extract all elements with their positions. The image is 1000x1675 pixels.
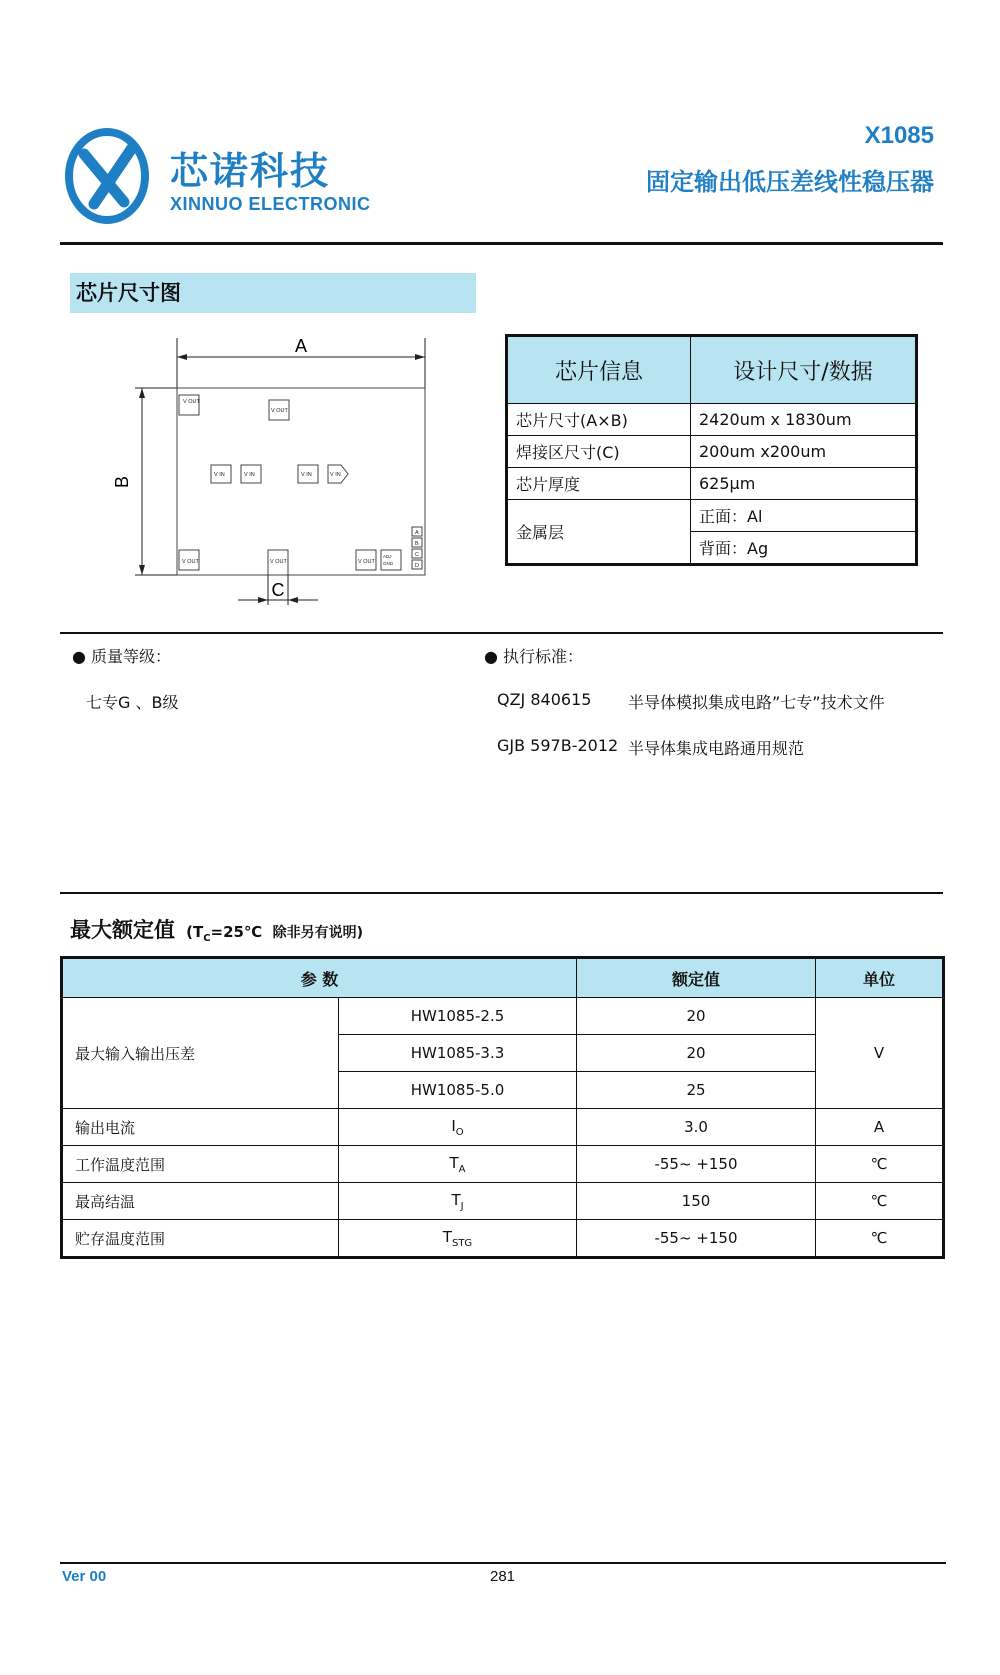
pad-letter-b: B	[415, 541, 419, 547]
header-divider	[60, 242, 943, 245]
unit-cell: ℃	[816, 1146, 944, 1183]
row-label: 芯片厚度	[507, 468, 691, 500]
logo-mark-icon	[64, 124, 150, 226]
row-label: 芯片尺寸(A×B)	[507, 404, 691, 436]
symbol-cell: $T_J$	[339, 1183, 577, 1220]
chip-diagram	[110, 330, 450, 610]
pad-vin-3: V IN	[301, 472, 312, 478]
standards-title: ● 执行标准：	[484, 647, 584, 666]
param-label: 工作温度范围	[62, 1146, 339, 1183]
standard-code: GJB 597B-2012	[497, 736, 619, 755]
unit-cell: ℃	[816, 1183, 944, 1220]
param-label: 最高结温	[62, 1183, 339, 1220]
dim-a-label: A	[294, 336, 308, 356]
company-name-en: XINNUO ELECTRONIC	[170, 194, 371, 214]
param-header: 参 数	[62, 958, 577, 998]
page-number: 281	[490, 1568, 516, 1585]
quality-grade-title: ● 质量等级：	[72, 647, 172, 666]
chip-info-header: 芯片信息	[507, 336, 691, 404]
logo	[64, 124, 150, 226]
model-cell: HW1085-5.0	[339, 1072, 577, 1109]
pad-vout-3: V OUT	[182, 559, 199, 565]
chip-info-table	[505, 334, 918, 566]
value-cell: 3.0	[577, 1109, 816, 1146]
unit-cell: ℃	[816, 1220, 944, 1258]
section-divider	[60, 632, 943, 634]
dim-c-label: C	[271, 580, 285, 600]
pad-adj: ADJ	[383, 554, 392, 559]
rated-header: 额定值	[577, 958, 816, 998]
pad-vout-4: V OUT	[270, 559, 287, 565]
metal-layer-label: 金属层	[507, 500, 691, 565]
pad-vin-1: V IN	[214, 472, 225, 478]
product-subtitle: 固定输出低压差线性稳压器	[646, 168, 934, 196]
param-label: 贮存温度范围	[62, 1220, 339, 1258]
unit-header: 单位	[816, 958, 944, 998]
value-cell: 25	[577, 1072, 816, 1109]
value-cell: -55~ +150	[577, 1220, 816, 1258]
symbol-cell: $T_A$	[339, 1146, 577, 1183]
model-cell: HW1085-3.3	[339, 1035, 577, 1072]
part-number: X1085	[864, 122, 934, 149]
metal-front-value: 正面：Al	[691, 500, 917, 532]
param-label: 输出电流	[62, 1109, 339, 1146]
section-divider	[60, 892, 943, 894]
value-cell: 20	[577, 998, 816, 1035]
symbol-cell: $I_O$	[339, 1109, 577, 1146]
pad-vout-5: V OUT	[358, 559, 375, 565]
value-cell: 20	[577, 1035, 816, 1072]
design-data-header: 设计尺寸/数据	[691, 336, 917, 404]
group-unit: V	[816, 998, 944, 1109]
quality-grade-value: 七专G 、B级	[86, 693, 179, 712]
pad-vin-4: V IN	[330, 472, 341, 478]
pad-letter-c: C	[415, 552, 419, 558]
footer-divider	[60, 1562, 946, 1564]
company-name-cn: 芯诺科技	[170, 149, 331, 193]
symbol-cell: $T_{STG}$	[339, 1220, 577, 1258]
standard-desc: 半导体集成电路通用规范	[628, 739, 805, 758]
row-value: 625μm	[691, 468, 917, 500]
ratings-table	[60, 956, 945, 1259]
metal-back-value: 背面：Ag	[691, 532, 917, 565]
bullet-icon: ●	[484, 647, 504, 666]
pad-letter-a: A	[415, 530, 419, 536]
pad-vout-2: V OUT	[271, 408, 288, 414]
chip-section-title: 芯片尺寸图	[70, 273, 476, 313]
row-value: 200um x200um	[691, 436, 917, 468]
pad-vin-2: V IN	[244, 472, 255, 478]
pad-vout-1: V OUT	[183, 399, 200, 405]
standard-desc: 半导体模拟集成电路”七专”技术文件	[628, 693, 885, 712]
value-cell: -55~ +150	[577, 1146, 816, 1183]
dim-b-label: B	[112, 475, 132, 489]
model-cell: HW1085-2.5	[339, 998, 577, 1035]
group-label: 最大输入输出压差	[62, 998, 339, 1109]
row-value: 2420um x 1830um	[691, 404, 917, 436]
ratings-title: 最大额定值 ($T_C=25℃$ 除非另有说明)	[70, 918, 363, 944]
bullet-icon: ●	[72, 647, 92, 666]
unit-cell: A	[816, 1109, 944, 1146]
row-label: 焊接区尺寸(C)	[507, 436, 691, 468]
standard-code: QZJ 840615	[497, 690, 592, 709]
value-cell: 150	[577, 1183, 816, 1220]
pad-letter-d: D	[415, 563, 419, 569]
pad-gnd: GND	[383, 561, 393, 566]
version-label: Ver 00	[62, 1568, 107, 1585]
